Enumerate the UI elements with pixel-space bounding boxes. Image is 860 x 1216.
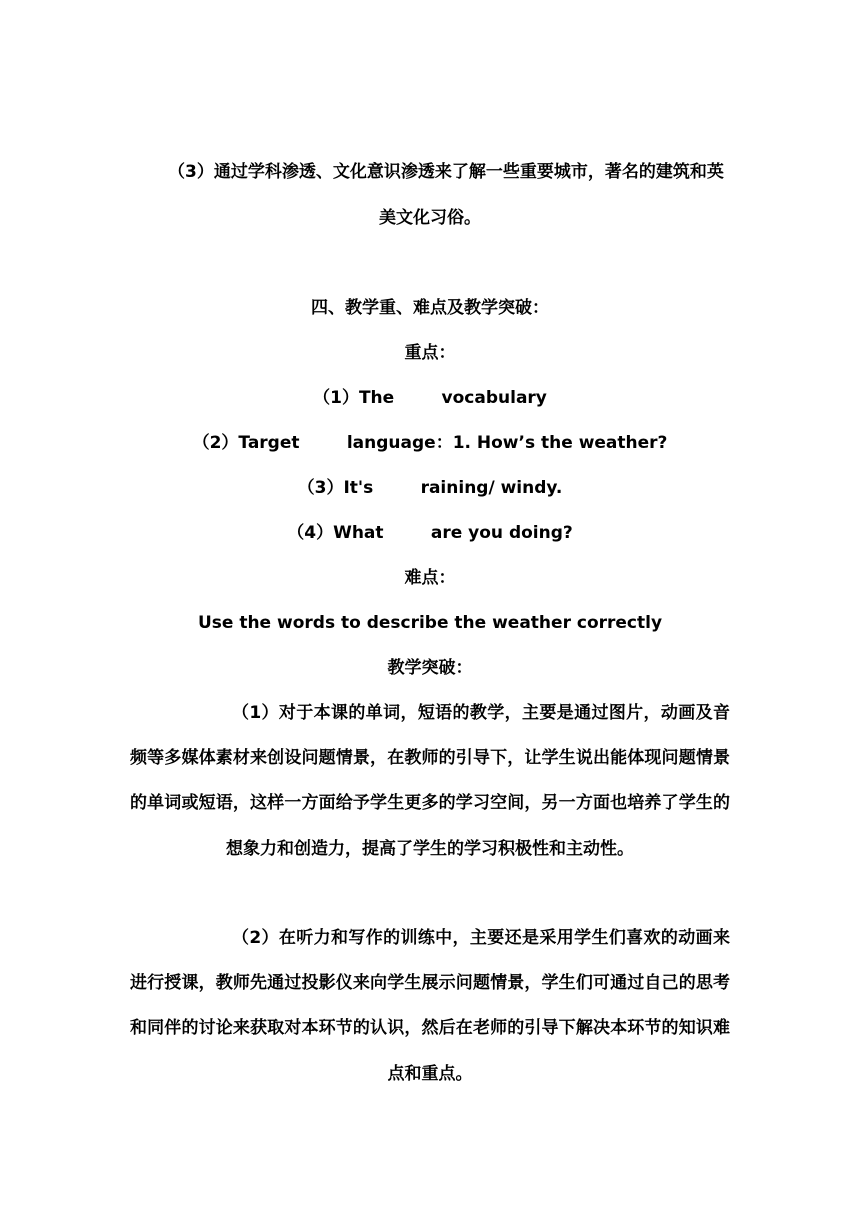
key-point-4: （4）What are you doing?	[287, 523, 573, 543]
objective-3-line-1: （3）通过学科渗透、文化意识渗透来了解一些重要城市，著名的建筑和英	[168, 162, 724, 182]
key-point-3: （3）It's raining/ windy.	[297, 478, 563, 498]
breakthrough-1-line-3: 的单词或短语，这样一方面给予学生更多的学习空间，另一方面也培养了学生的	[130, 793, 730, 813]
breakthrough-1-line-2: 频等多媒体素材来创设问题情景，在教师的引导下，让学生说出能体现问题情景	[130, 748, 730, 768]
section-heading: 四、教学重、难点及教学突破：	[311, 298, 549, 318]
objective-3-line-2: 美文化习俗。	[379, 208, 481, 228]
difficulty-text: Use the words to describe the weather correctly	[197, 613, 663, 633]
breakthrough-label: 教学突破：	[387, 658, 473, 678]
breakthrough-2-line-4: 点和重点。	[387, 1064, 473, 1084]
key-point-1: （1）The vocabulary	[313, 388, 547, 408]
breakthrough-1-line-4: 想象力和创造力，提高了学生的学习积极性和主动性。	[226, 839, 634, 859]
breakthrough-2-line-1: （2）在听力和写作的训练中，主要还是采用学生们喜欢的动画来	[232, 928, 730, 948]
breakthrough-2-line-2: 进行授课，教师先通过投影仪来向学生展示问题情景，学生们可通过自己的思考	[130, 973, 730, 993]
key-points-label: 重点：	[404, 343, 456, 363]
key-point-2: （2）Target language：1. How’s the weather?	[192, 433, 668, 453]
breakthrough-2-line-3: 和同伴的讨论来获取对本环节的认识，然后在老师的引导下解决本环节的知识难	[130, 1018, 730, 1038]
difficulty-label: 难点：	[404, 568, 456, 588]
breakthrough-1-line-1: （1）对于本课的单词，短语的教学，主要是通过图片，动画及音	[232, 703, 730, 723]
